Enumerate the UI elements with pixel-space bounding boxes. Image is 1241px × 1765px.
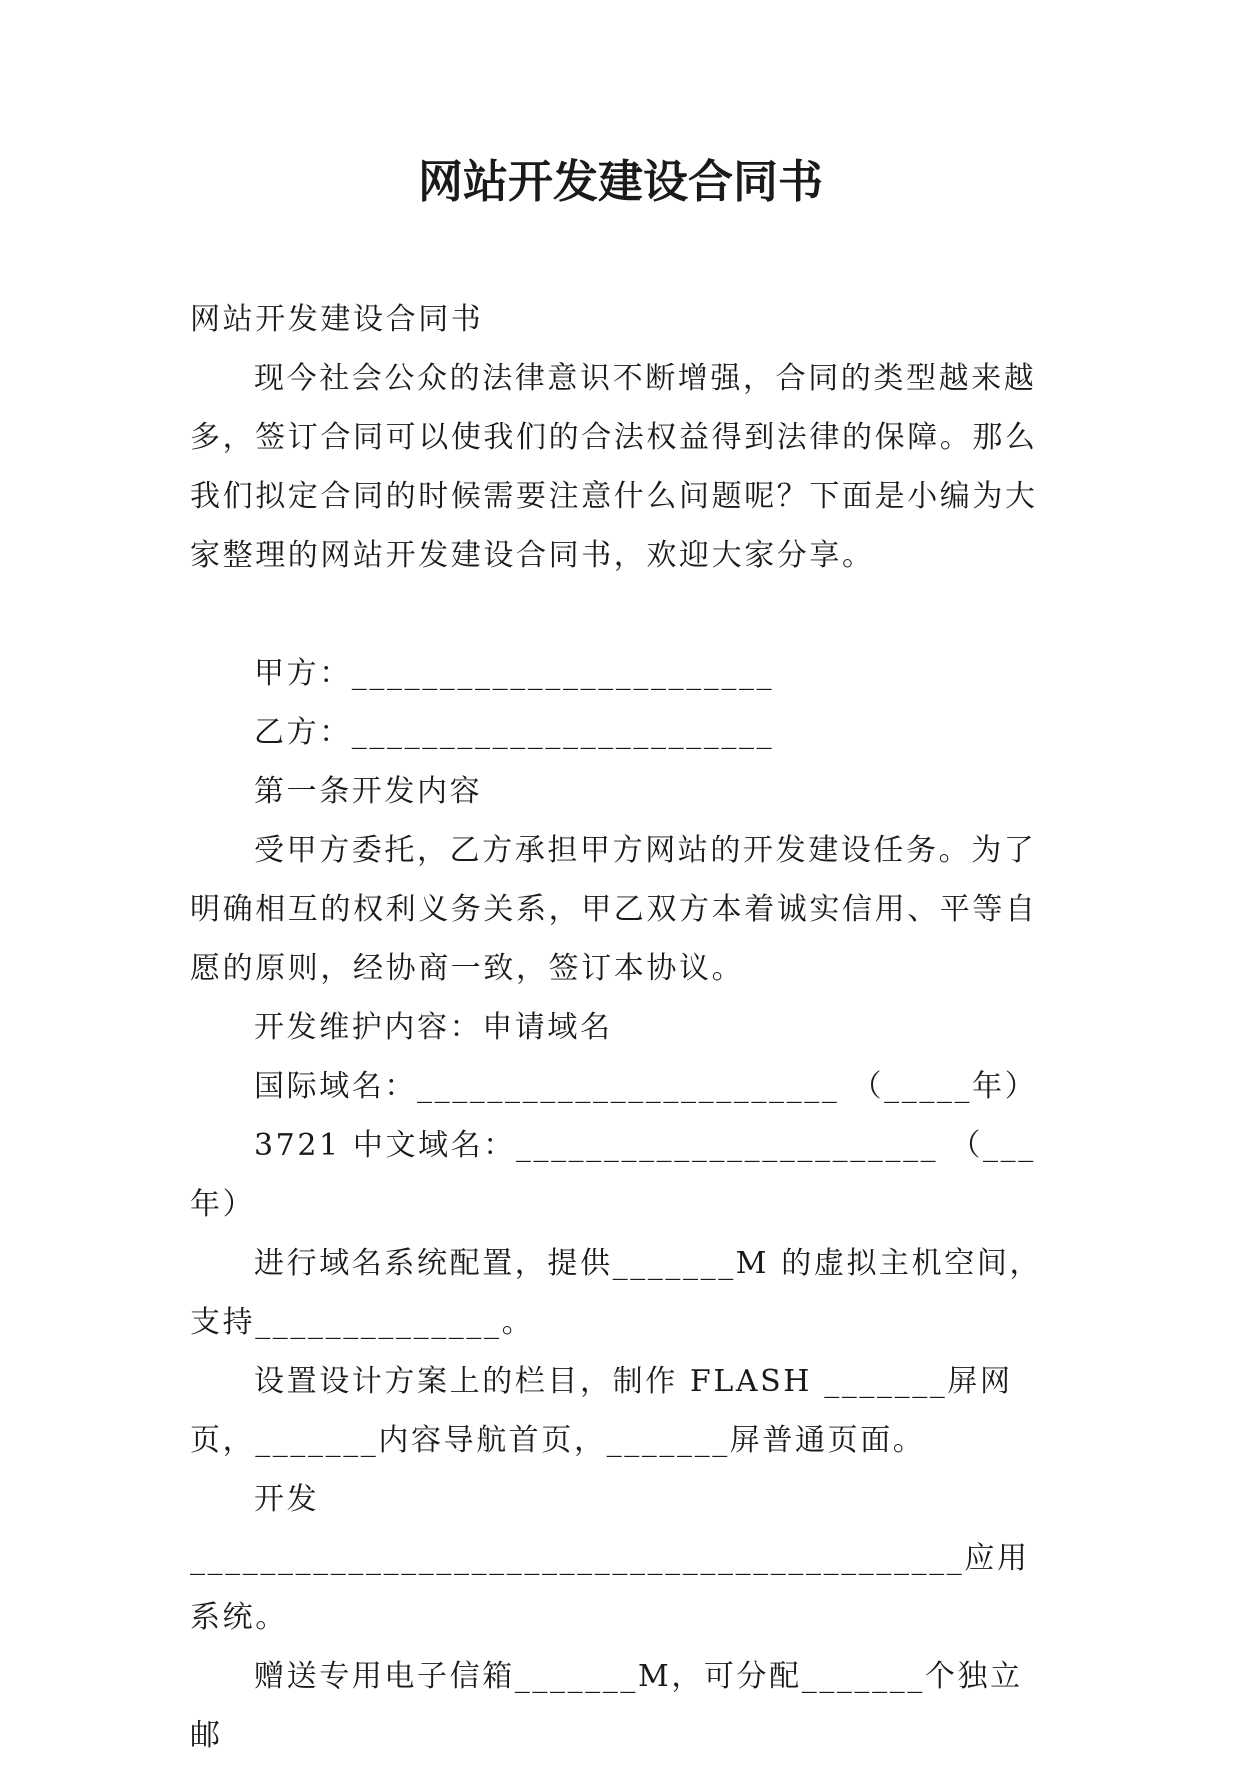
document-body: [190, 290, 1052, 1765]
party-a-line: 甲方：________________________: [254, 656, 775, 691]
flash-pages-paragraph: 设置设计方案上的栏目，制作 FLASH _______屏网页，_______内容导航首页，_______屏普通页面。: [190, 1364, 1013, 1458]
party-b-line: 乙方：________________________: [254, 715, 775, 750]
intro-paragraph: 现今社会公众的法律意识不断增强，合同的类型越来越多，签订合同可以使我们的合法权益得到法律的保障。那么我们拟定合同的时候需要注意什么问题呢？下面是小编为大家整理的网站开发建设合同书，欢迎大家分享。: [190, 361, 1038, 573]
paragraph-gap: [190, 585, 1052, 644]
dev-content-line: 开发维护内容：申请域名: [254, 1010, 613, 1045]
cn-domain-line: 3721 中文域名：________________________ （___年）: [190, 1128, 1036, 1222]
email-paragraph: 赠送专用电子信箱_______M，可分配_______个独立邮: [190, 1659, 1023, 1753]
article1-paragraph: 受甲方委托，乙方承担甲方网站的开发建设任务。为了明确相互的权利义务关系，甲乙双方本着诚实信用、平等自愿的原则，经协商一致，签订本协议。: [190, 833, 1038, 986]
document-subtitle: 网站开发建设合同书: [190, 302, 484, 337]
article1-heading: 第一条开发内容: [254, 774, 483, 809]
document-title: 网站开发建设合同书: [417, 155, 823, 208]
app-system-paragraph: 开发____________________________________________应用系统。: [190, 1482, 1030, 1635]
hosting-paragraph: 进行域名系统配置，提供_______M 的虚拟主机空间，支持______________。: [190, 1246, 1043, 1340]
intl-domain-line: 国际域名：________________________ （_____年）: [254, 1069, 1038, 1104]
